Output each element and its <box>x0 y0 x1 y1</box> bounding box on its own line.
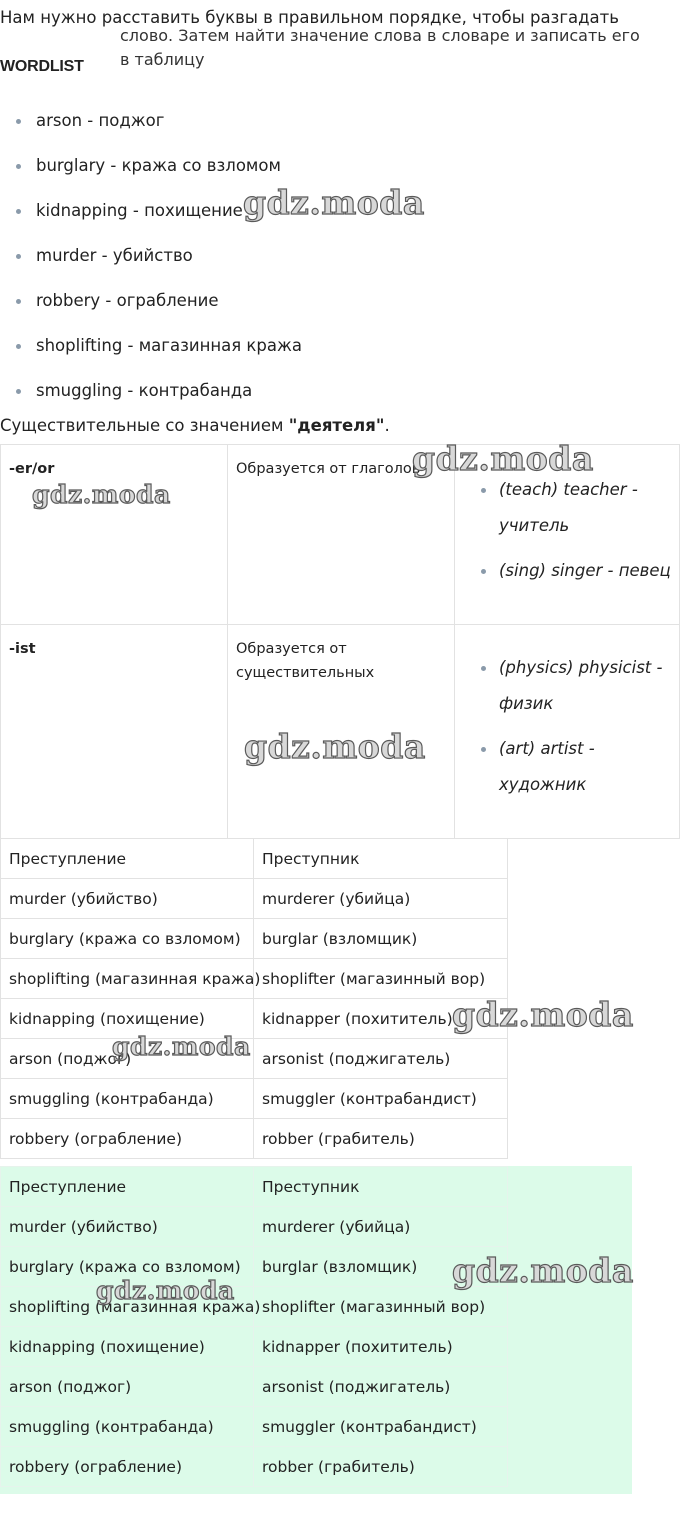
crime-cell: robbery (ограбление) <box>1 1119 254 1159</box>
examples-cell <box>455 625 680 839</box>
list-item: (teach) teacher - учитель <box>455 472 679 544</box>
watermark: gdz.moda <box>452 1251 634 1290</box>
criminal-cell: smuggler (контрабандист) <box>254 1079 508 1119</box>
criminal-cell: robber (грабитель) <box>254 1447 508 1487</box>
crime-cell: arson (поджог) <box>1 1367 254 1407</box>
watermark: gdz.moda <box>243 183 425 222</box>
header-cell: Преступление <box>1 1167 254 1207</box>
table-row <box>1 1287 508 1327</box>
description-cell: Образуется от глаголов <box>228 445 455 625</box>
table-row <box>1 1327 508 1367</box>
list-item: (sing) singer - певец <box>455 553 679 589</box>
bullet-icon <box>16 389 21 394</box>
criminal-cell: arsonist (поджигатель) <box>254 1367 508 1407</box>
crime-cell: murder (убийство) <box>1 1207 254 1247</box>
criminal-cell: shoplifter (магазинный вор) <box>254 1287 508 1327</box>
description-cell: Образуется от существительных <box>228 625 455 839</box>
table-row <box>1 919 508 959</box>
table-row <box>1 1367 508 1407</box>
watermark: gdz.moda <box>244 727 426 766</box>
crime-cell: kidnapping (похищение) <box>1 999 254 1039</box>
table-row <box>1 959 508 999</box>
bullet-icon <box>16 209 21 214</box>
criminal-cell: burglar (взломщик) <box>254 919 508 959</box>
table-row <box>1 879 508 919</box>
table-row <box>1 1039 508 1079</box>
header-cell: Преступник <box>254 839 508 879</box>
table-header-row <box>1 839 508 879</box>
watermark: gdz.moda <box>112 1032 251 1061</box>
bullet-icon <box>481 569 486 574</box>
crime-cell: shoplifting (магазинная кража) <box>1 1287 254 1327</box>
table-row <box>1 1407 508 1447</box>
table-row <box>1 1119 508 1159</box>
table-row <box>1 1447 508 1487</box>
crime-cell: shoplifting (магазинная кража) <box>1 959 254 999</box>
crime-table <box>0 838 508 1159</box>
crime-cell: smuggling (контрабанда) <box>1 1079 254 1119</box>
table-row <box>1 1079 508 1119</box>
header-cell: Преступник <box>254 1167 508 1207</box>
criminal-cell: arsonist (поджигатель) <box>254 1039 508 1079</box>
crime-cell: kidnapping (похищение) <box>1 1327 254 1367</box>
bullet-icon <box>481 666 486 671</box>
wordlist-title: WORDLIST <box>0 58 84 75</box>
crime-cell: murder (убийство) <box>1 879 254 919</box>
crime-cell: robbery (ограбление) <box>1 1447 254 1487</box>
criminal-cell: murderer (убийца) <box>254 879 508 919</box>
criminal-cell: kidnapper (похититель) <box>254 1327 508 1367</box>
bullet-icon <box>16 344 21 349</box>
bullet-icon <box>16 254 21 259</box>
watermark: gdz.moda <box>412 439 594 478</box>
criminal-cell: kidnapper (похититель) <box>254 999 508 1039</box>
table-row <box>1 999 508 1039</box>
criminal-cell: murderer (убийца) <box>254 1207 508 1247</box>
table-header-row <box>1 1167 508 1207</box>
suffix-cell: -er/or <box>1 445 228 625</box>
list-item: (art) artist - художник <box>455 731 679 803</box>
crime-cell: arson (поджог) <box>1 1039 254 1079</box>
list-item: (physics) physicist - физик <box>455 650 679 722</box>
criminal-cell: smuggler (контрабандист) <box>254 1407 508 1447</box>
list-item: kidnapping - похищение <box>0 188 680 233</box>
list-item: shoplifting - магазинная кража <box>0 323 680 368</box>
bullet-icon <box>481 747 486 752</box>
intro-text: Нам нужно расставить буквы в правильном порядке, чтобы разгадать <box>0 8 619 27</box>
bullet-icon <box>16 299 21 304</box>
header-cell: Преступление <box>1 839 254 879</box>
watermark: gdz.moda <box>452 995 634 1034</box>
table-row <box>1 1247 508 1287</box>
criminal-cell: burglar (взломщик) <box>254 1247 508 1287</box>
bullet-icon <box>16 119 21 124</box>
list-item: robbery - ограбление <box>0 278 680 323</box>
nouns-heading: Существительные со значением "деятеля". <box>0 416 390 435</box>
list-item: burglary - кража со взломом <box>0 143 680 188</box>
list-item: smuggling - контрабанда <box>0 368 680 413</box>
bullet-icon <box>481 488 486 493</box>
watermark: gdz.moda <box>32 480 171 509</box>
wordlist <box>0 98 680 413</box>
criminal-cell: shoplifter (магазинный вор) <box>254 959 508 999</box>
crime-cell: burglary (кража со взломом) <box>1 1247 254 1287</box>
criminal-cell: robber (грабитель) <box>254 1119 508 1159</box>
suffix-cell: -ist <box>1 625 228 839</box>
clipped-text-line: слово. Затем найти значение слова в словаре и записать его в таблицу <box>120 26 640 69</box>
bullet-icon <box>16 164 21 169</box>
answer-table <box>0 1166 508 1487</box>
crime-cell: smuggling (контрабанда) <box>1 1407 254 1447</box>
list-item: arson - поджог <box>0 98 680 143</box>
table-row <box>1 1207 508 1247</box>
crime-cell: burglary (кража со взломом) <box>1 919 254 959</box>
list-item: murder - убийство <box>0 233 680 278</box>
watermark: gdz.moda <box>96 1276 235 1305</box>
